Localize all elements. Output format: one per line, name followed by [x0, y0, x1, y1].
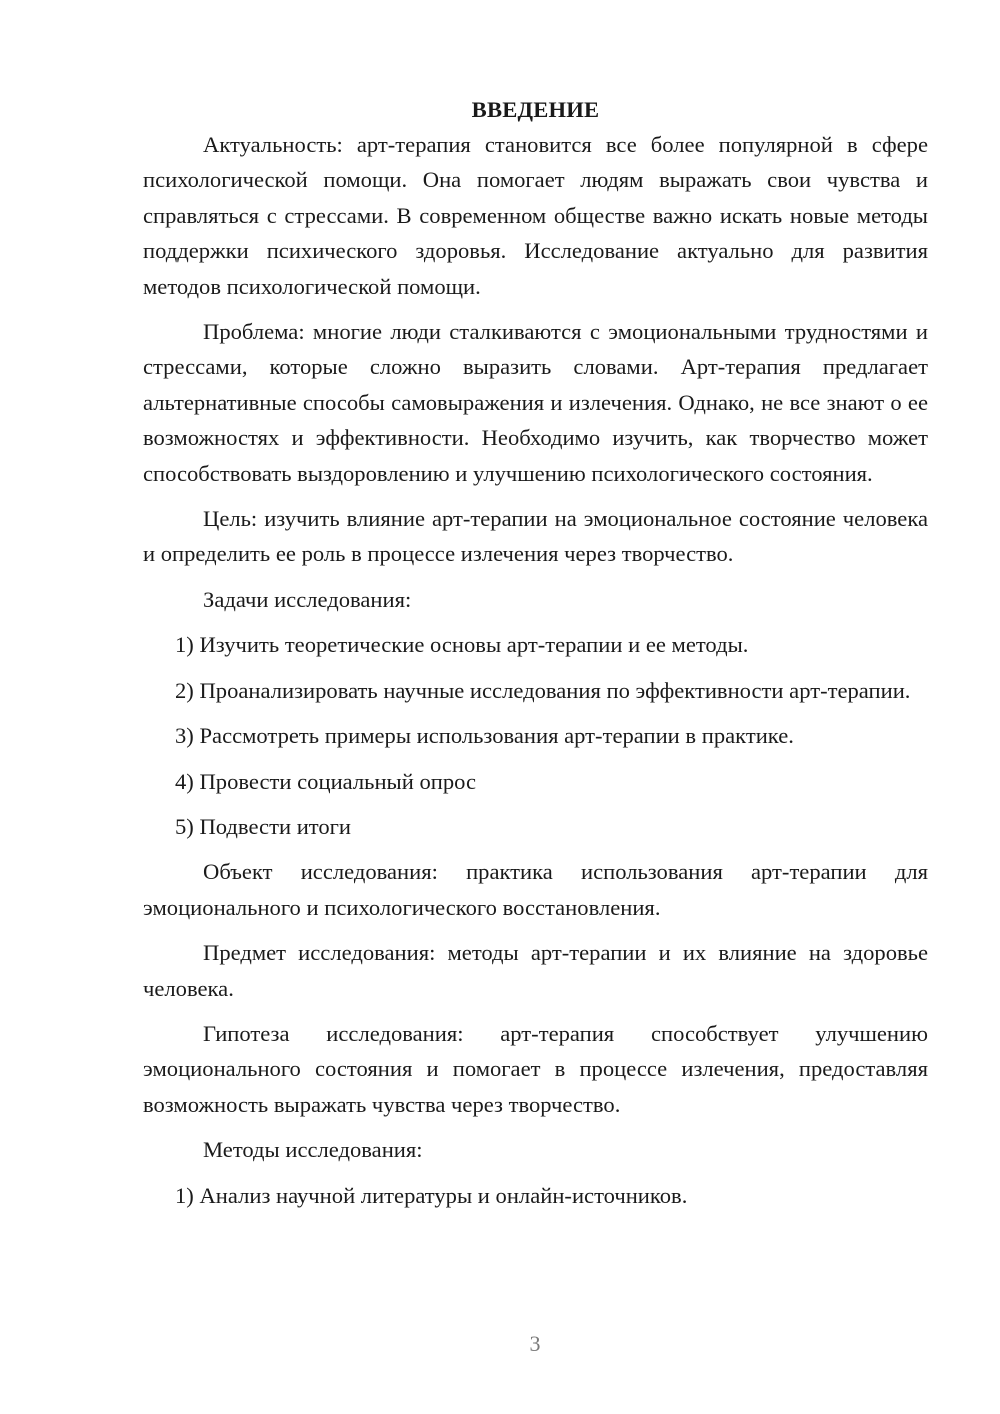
task-item-1: 1) Изучить теоретические основы арт-терапии и ее методы. — [175, 632, 749, 658]
method-item-1: 1) Анализ научной литературы и онлайн-источников. — [175, 1182, 688, 1208]
paragraph-goal: Цель: изучить влияние арт-терапии на эмоциональное состояние человека и определить ее роль в процессе излечения через творчество. — [143, 506, 928, 567]
task-item-4: 4) Провести социальный опрос — [175, 768, 477, 794]
section-title: ВВЕДЕНИЕ — [471, 97, 600, 122]
paragraph-hypothesis: Гипотеза исследования: арт-терапия способствует улучшению эмоционального состояния и помогает в процессе излечения, предоставляя возможность выражать чувства через творчество. — [143, 1020, 928, 1117]
tasks-heading: Задачи исследования: — [203, 586, 412, 612]
methods-heading: Методы исследования: — [203, 1137, 423, 1163]
task-item-3: 3) Рассмотреть примеры использования арт-терапии в практике. — [175, 723, 794, 749]
task-item-5: 5) Подвести итоги — [175, 813, 352, 839]
task-item-2: 2) Проанализировать научные исследования по эффективности арт-терапии. — [175, 677, 911, 703]
paragraph-subject: Предмет исследования: методы арт-терапии и их влияние на здоровье человека. — [143, 940, 928, 1001]
paragraph-object: Объект исследования: практика использования арт-терапии для эмоционального и психологического восстановления. — [143, 859, 928, 920]
page-number: 3 — [529, 1331, 541, 1356]
paragraph-relevance: Актуальность: арт-терапия становится все более популярной в сфере психологической помощи. Она помогает людям выражать свои чувства и справляться с стрессами. В современном обществе важно искать новые методы поддержки психического здоровья. Исследование актуально для развития методов психологической помощи. — [143, 132, 928, 299]
paragraph-problem: Проблема: многие люди сталкиваются с эмоциональными трудностями и стрессами, которые сложно выразить словами. Арт-терапия предлагает альтернативные способы самовыражения и излечения. Однако, не все знают о ее возможностях и эффективности. Необходимо изучить, как творчество может способствовать выздоровлению и улучшению психологического состояния. — [143, 319, 928, 486]
document-body — [143, 92, 928, 1213]
